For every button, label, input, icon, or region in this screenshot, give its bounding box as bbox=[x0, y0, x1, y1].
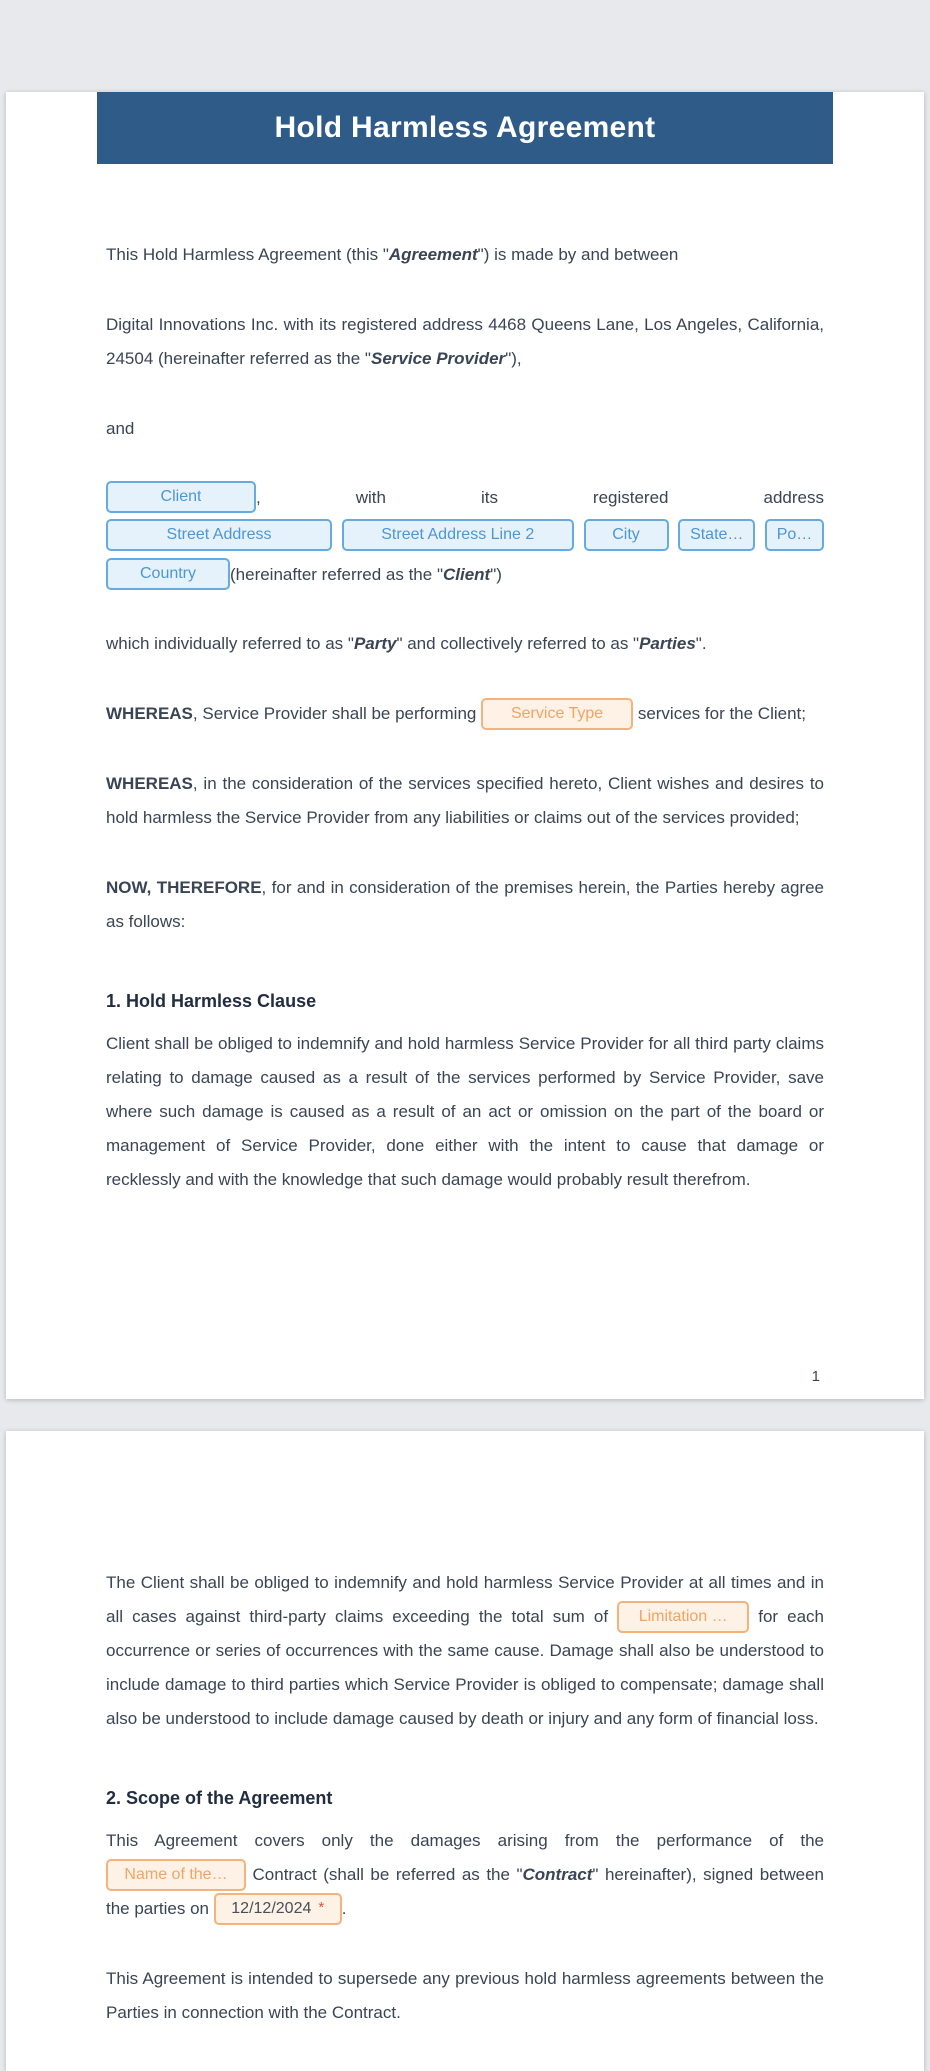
contract-date-field[interactable] bbox=[214, 1893, 342, 1925]
client-fields-block bbox=[106, 482, 824, 591]
word-with: with bbox=[355, 488, 386, 507]
country-line-text-1: (hereinafter referred as the " bbox=[230, 565, 443, 584]
document-title: Hold Harmless Agreement bbox=[274, 111, 656, 144]
party-term: Party bbox=[353, 634, 397, 653]
contract-name-field[interactable] bbox=[106, 1859, 246, 1891]
client-address-line bbox=[106, 520, 824, 552]
intro-paragraph bbox=[106, 238, 824, 272]
street-address-placeholder: Street Address bbox=[166, 526, 272, 543]
limitation-text-2: for each occurrence or series of occurrences with the same cause. Damage shall also be understood to include damage to third parties which Service Provider is obliged to compensate; damage shall also be understood to include damage caused by death or injury and any form of financial loss. bbox=[106, 1607, 824, 1728]
client-line-comma: , bbox=[256, 488, 261, 507]
party-text-3: ". bbox=[695, 634, 707, 653]
street-address-field[interactable] bbox=[106, 519, 332, 551]
word-its: its bbox=[480, 488, 498, 507]
client-line-text bbox=[261, 488, 824, 508]
required-asterisk: * bbox=[318, 1898, 325, 1916]
whereas-keyword-2: WHEREAS bbox=[106, 774, 193, 793]
heading-scope-of-agreement: 2. Scope of the Agreement bbox=[106, 1788, 333, 1808]
scope-text-2: Contract (shall be referred as the " bbox=[246, 1865, 523, 1884]
city-placeholder: City bbox=[612, 526, 640, 543]
service-provider-term: Service Provider bbox=[370, 349, 506, 368]
intro-text-2: ") is made by and between bbox=[477, 245, 679, 264]
limitation-amount-field[interactable] bbox=[617, 1601, 749, 1633]
now-therefore-paragraph bbox=[106, 871, 824, 939]
now-therefore-keyword: NOW, THEREFORE bbox=[106, 878, 262, 897]
state-placeholder: State… bbox=[690, 526, 744, 543]
country-line-text-2: ") bbox=[490, 565, 502, 584]
client-term: Client bbox=[442, 565, 491, 584]
contract-term: Contract bbox=[522, 1865, 593, 1884]
heading-hold-harmless-clause: 1. Hold Harmless Clause bbox=[106, 991, 317, 1011]
parties-term: Parties bbox=[639, 634, 696, 653]
provider-text-2: "), bbox=[505, 349, 522, 368]
contract-name-placeholder: Name of the… bbox=[124, 1865, 228, 1883]
postal-code-field[interactable] bbox=[765, 519, 824, 551]
country-field[interactable] bbox=[106, 558, 230, 590]
city-field[interactable] bbox=[584, 519, 669, 551]
document-title-bar bbox=[97, 92, 833, 164]
client-name-field[interactable] bbox=[106, 481, 256, 513]
whereas1-text-1: , Service Provider shall be performing bbox=[192, 704, 482, 723]
agreement-term: Agreement bbox=[388, 245, 478, 264]
whereas2-text: , in the consideration of the services specified hereto, Client wishes and desires to hold harmless the Service Provider from any liabilities or claims out of the services provided; bbox=[106, 774, 824, 827]
supersede-paragraph: This Agreement is intended to supersede any previous hold harmless agreements between the Parties in connection with the Contract. bbox=[106, 1969, 824, 2022]
limitation-text-1: The Client shall be obliged to indemnify and hold harmless Service Provider at all times and in all cases against third-party claims exceeding the total sum of bbox=[106, 1573, 824, 1626]
client-name-placeholder: Client bbox=[160, 488, 202, 505]
state-field[interactable] bbox=[678, 519, 755, 551]
document-page-1 bbox=[6, 92, 924, 1399]
word-address: address bbox=[763, 488, 824, 507]
country-placeholder: Country bbox=[139, 565, 197, 582]
party-text-1: which individually referred to as " bbox=[106, 634, 354, 653]
service-provider-paragraph bbox=[106, 308, 824, 376]
scope-text-4: . bbox=[341, 1899, 347, 1918]
contract-date-value: 12/12/2024 bbox=[231, 1899, 312, 1917]
service-type-field[interactable] bbox=[481, 698, 633, 730]
service-type-placeholder: Service Type bbox=[510, 704, 604, 722]
limitation-paragraph bbox=[106, 1566, 824, 1736]
and-connector: and bbox=[106, 419, 135, 438]
scope-paragraph bbox=[106, 1824, 824, 1926]
word-registered: registered bbox=[592, 488, 669, 507]
client-name-line bbox=[106, 482, 824, 514]
whereas-keyword-1: WHEREAS bbox=[106, 704, 193, 723]
whereas-consideration-paragraph bbox=[106, 767, 824, 835]
intro-text-1: This Hold Harmless Agreement (this " bbox=[106, 245, 389, 264]
party-text-2: " and collectively referred to as " bbox=[396, 634, 640, 653]
scope-text-3: " hereinafter), signed between the parties on bbox=[106, 1865, 824, 1918]
postal-code-placeholder: Po… bbox=[776, 526, 813, 543]
client-country-line bbox=[106, 559, 824, 591]
limitation-amount-placeholder: Limitation … bbox=[638, 1607, 728, 1625]
hold-harmless-clause-paragraph: Client shall be obliged to indemnify and hold harmless Service Provider for all third party claims relating to damage caused as a result of the services performed by Service Provider, save where such damage is caused as a result of an act or omission on the part of the board or management of Service Provider, done either with the intent to cause that damage or recklessly and with the knowledge that such damage would probably result therefrom. bbox=[106, 1034, 824, 1189]
whereas-services-paragraph bbox=[106, 697, 824, 731]
provider-text-1: Digital Innovations Inc. with its registered address 4468 Queens Lane, Los Angeles, California, 24504 (hereinafter referred as the " bbox=[106, 315, 824, 368]
street-address-line2-field[interactable] bbox=[342, 519, 574, 551]
party-paragraph bbox=[106, 627, 824, 661]
scope-text-1: This Agreement covers only the damages arising from the performance of the bbox=[106, 1831, 824, 1850]
street-address-line2-placeholder: Street Address Line 2 bbox=[381, 526, 535, 543]
document-page-2 bbox=[6, 1431, 924, 2071]
now-therefore-text: , for and in consideration of the premises herein, the Parties hereby agree as follows: bbox=[106, 878, 824, 931]
page-number: 1 bbox=[811, 1368, 820, 1385]
whereas1-text-2: services for the Client; bbox=[633, 704, 806, 723]
